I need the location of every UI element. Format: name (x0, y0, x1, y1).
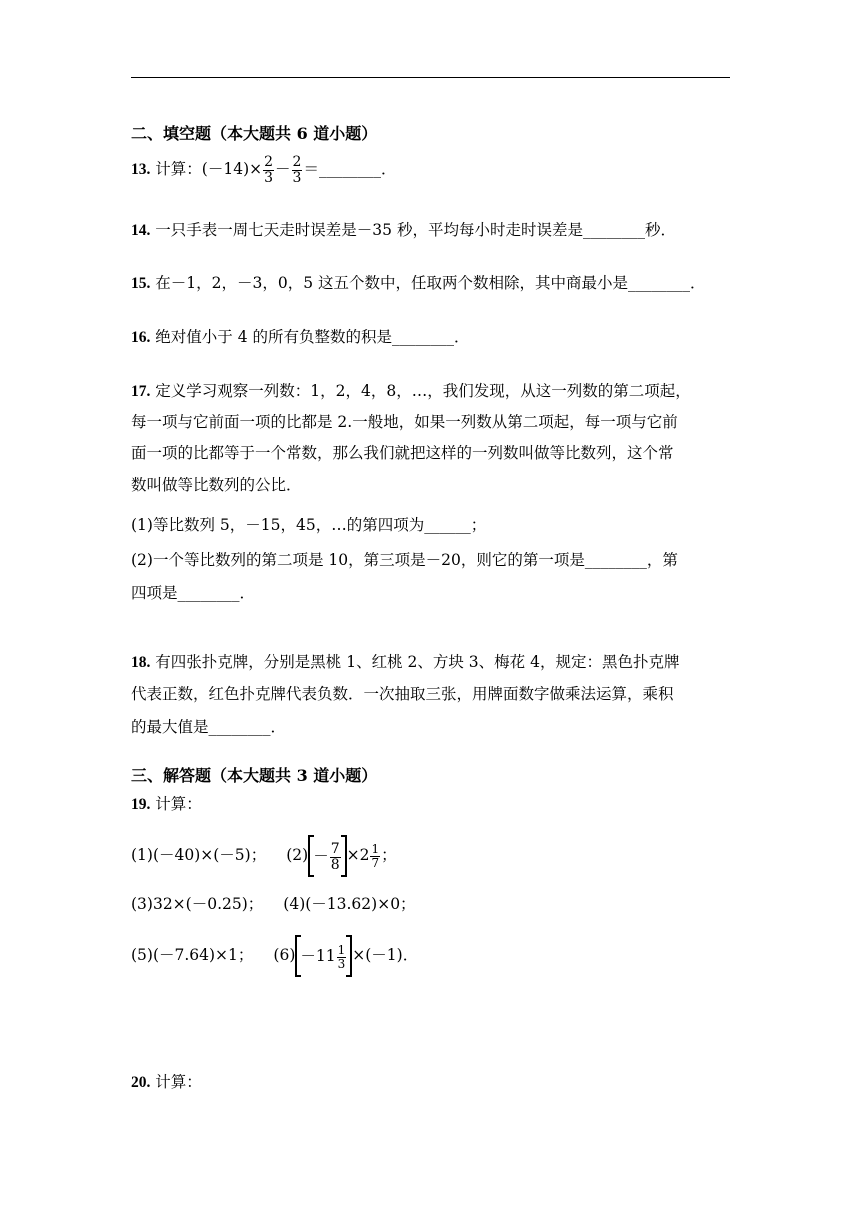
mixed-number: ×2 $\frac{1}{7}$ (346, 841, 380, 870)
q19-row-3 (131, 936, 418, 975)
minus-sign: － (275, 160, 291, 178)
question-19 (131, 794, 202, 815)
question-20 (131, 1072, 202, 1093)
sub-problem-2-label: (2) (286, 846, 309, 864)
question-number: 14. (131, 222, 151, 239)
question-text-line: 有四张扑克牌，分别是黑桃 1、红桃 2、方块 3、梅花 4，规定：黑色扑克牌 (150, 653, 680, 671)
question-number: 17. (131, 383, 151, 400)
parenthesized-mixed-number: －11 $\frac{1}{3}$ (295, 937, 352, 975)
answer-blank: ＝________． (303, 160, 397, 178)
question-text-line: 每一项与它前面一项的比都是 2.一般地，如果一列数从第二项起，每一项与它前 (131, 413, 678, 431)
question-number: 19. (131, 796, 151, 813)
sub-problem-4: (4)(－13.62)×0； (283, 895, 416, 913)
parenthesized-fraction: － $\frac{7}{8}$ (308, 837, 346, 875)
question-number: 16. (131, 329, 151, 346)
question-text: 计算：(－14)× (150, 160, 263, 178)
section-heading-fill-in: 二、填空题（本大题共 6 道小题） (131, 124, 378, 143)
question-13 (131, 153, 396, 186)
question-text-line: 数叫做等比数列的公比． (131, 476, 302, 494)
semicolon: ； (381, 846, 397, 864)
question-number: 18. (131, 654, 151, 671)
top-rule (131, 77, 730, 78)
question-text-line: 的最大值是________． (131, 718, 287, 736)
question-text-line: 代表正数，红色扑克牌代表负数．一次抽取三张，用牌面数字做乘法运算，乘积 (131, 685, 674, 703)
sub-question-1: (1)等比数列 5，－15，45，…的第四项为______； (131, 516, 487, 534)
question-14 (131, 220, 676, 241)
question-text: 一只手表一周七天走时误差是－35 秒，平均每小时走时误差是________秒． (150, 221, 676, 239)
question-text: 计算： (150, 1073, 202, 1091)
question-number: 20. (131, 1074, 151, 1091)
fraction: $\frac{2}{3}$ (292, 153, 302, 186)
q19-row-2 (131, 894, 416, 914)
question-text: 绝对值小于 4 的所有负整数的积是________． (150, 328, 470, 346)
section-heading-solve: 三、解答题（本大题共 3 道小题） (131, 766, 378, 785)
sub-problem-3: (3)32×(－0.25)； (131, 895, 264, 913)
question-number: 13. (131, 161, 151, 178)
sub-problem-6-label: (6) (273, 946, 296, 964)
sub-question-2: (2)一个等比数列的第二项是 10，第三项是－20，则它的第一项是________，第 (131, 551, 678, 569)
sub-problem-6-tail: ×(－1)． (352, 946, 419, 964)
sub-problem-1: (1)(－40)×(－5)； (131, 846, 267, 864)
question-text: 在－1，2，－3，0，5 这五个数中，任取两个数相除，其中商最小是________． (150, 274, 706, 292)
question-number: 15. (131, 275, 151, 292)
question-text: 计算： (150, 795, 202, 813)
sub-problem-5: (5)(－7.64)×1； (131, 946, 254, 964)
fraction: $\frac{2}{3}$ (264, 153, 274, 186)
question-text-line: 面一项的比都等于一个常数，那么我们就把这样的一列数叫做等比数列，这个常 (131, 444, 674, 462)
question-16 (131, 327, 470, 348)
sub-question-2-cont: 四项是________． (131, 584, 256, 602)
question-15 (131, 273, 706, 294)
question-text-line: 定义学习观察一列数：1，2，4，8，…，我们发现，从这一列数的第二项起， (150, 382, 691, 400)
q19-row-1 (131, 836, 397, 875)
